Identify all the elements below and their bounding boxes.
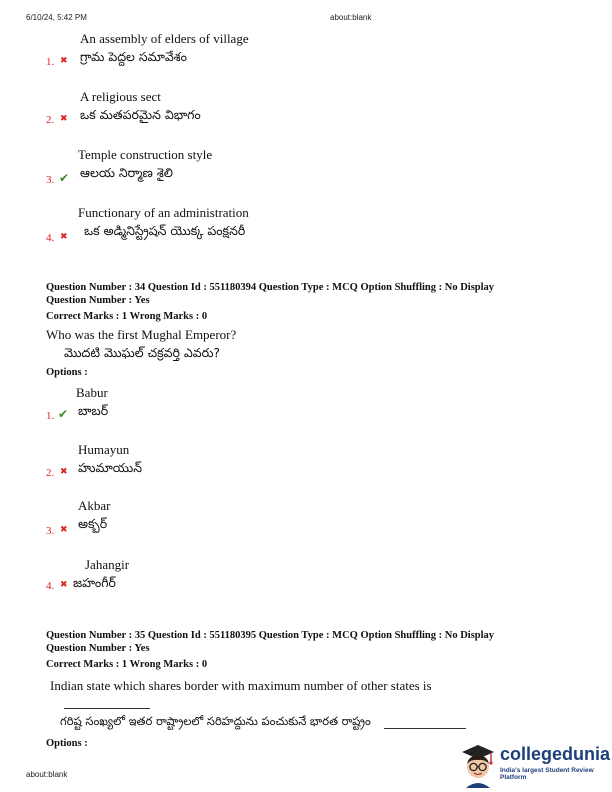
option-number: 2. — [46, 114, 55, 126]
answer-blank-line — [64, 708, 150, 709]
check-mark-icon: ✔ — [59, 171, 70, 185]
option-text-te: బాబర్ — [78, 403, 109, 418]
option-text-en: Akbar — [78, 498, 111, 513]
check-mark-icon: ✔ — [58, 407, 69, 421]
cross-mark-icon: ✖ — [60, 525, 68, 535]
question-meta: Question Number : 35 Question Id : 551180395 Question Type : MCQ Option Shuffling : No Display — [46, 630, 495, 641]
question-text-en: Indian state which shares border with maximum number of other states is — [50, 678, 432, 693]
option-text-en: Functionary of an administration — [78, 205, 249, 220]
option-text-te: గ్రామ పెద్దల సమావేశం — [80, 49, 187, 64]
option-number: 3. — [46, 525, 55, 537]
print-page-title: about:blank — [330, 13, 372, 22]
option-text-te: హుమాయున్ — [78, 460, 142, 475]
option-number: 1. — [46, 56, 55, 68]
cross-mark-icon: ✖ — [60, 114, 68, 124]
option-number: 4. — [46, 580, 55, 592]
collegedunia-logo — [458, 742, 610, 788]
options-label: Options : — [46, 367, 88, 378]
question-marks: Correct Marks : 1 Wrong Marks : 0 — [46, 311, 208, 322]
option-number: 4. — [46, 232, 55, 244]
brand-tagline: India's largest Student Review Platform — [500, 767, 594, 781]
option-number: 2. — [46, 467, 55, 479]
option-number: 3. — [46, 174, 55, 186]
cross-mark-icon: ✖ — [60, 232, 68, 242]
question-meta: Question Number : 34 Question Id : 551180394 Question Type : MCQ Option Shuffling : No Display — [46, 282, 495, 293]
option-text-te: ఆలయ నిర్మాణ శైలి — [80, 165, 173, 180]
option-text-en: A religious sect — [80, 89, 161, 104]
print-footer-url: about:blank — [26, 770, 68, 779]
option-text-te: ఒక మతపరమైన విభాగం — [80, 107, 201, 122]
answer-blank-line-te — [384, 728, 466, 729]
question-meta-2: Question Number : Yes — [46, 643, 150, 654]
option-text-te: అక్బర్ — [78, 516, 108, 531]
option-text-en: An assembly of elders of village — [80, 31, 249, 46]
graduate-mascot-icon — [458, 742, 498, 788]
brand-name: collegedunia — [500, 744, 611, 764]
option-text-en: Babur — [76, 385, 108, 400]
question-marks: Correct Marks : 1 Wrong Marks : 0 — [46, 659, 208, 670]
question-text-en: Who was the first Mughal Emperor? — [46, 327, 237, 342]
question-meta-2: Question Number : Yes — [46, 295, 150, 306]
option-text-te: ఒక అడ్మినిస్ట్రేషన్ యొక్క పంక్షనరీ — [84, 223, 246, 238]
options-label: Options : — [46, 738, 88, 749]
question-text-te: మొదటి మొఘల్ చక్రవర్తి ఎవరు? — [64, 345, 221, 360]
option-text-te: జహంగీర్ — [73, 575, 116, 590]
option-text-en: Humayun — [78, 442, 130, 457]
cross-mark-icon: ✖ — [60, 580, 68, 590]
question-text-te: గరిష్ట సంఖ్యలో ఇతర రాష్ట్రాలలో సరిహద్దును పంచుకునే భారత రాష్ట్రం — [60, 714, 371, 728]
cross-mark-icon: ✖ — [60, 467, 68, 477]
cross-mark-icon: ✖ — [60, 56, 68, 66]
option-text-en: Temple construction style — [78, 147, 213, 162]
option-number: 1. — [46, 410, 55, 422]
option-text-en: Jahangir — [85, 557, 130, 572]
print-datetime: 6/10/24, 5:42 PM — [26, 13, 87, 22]
